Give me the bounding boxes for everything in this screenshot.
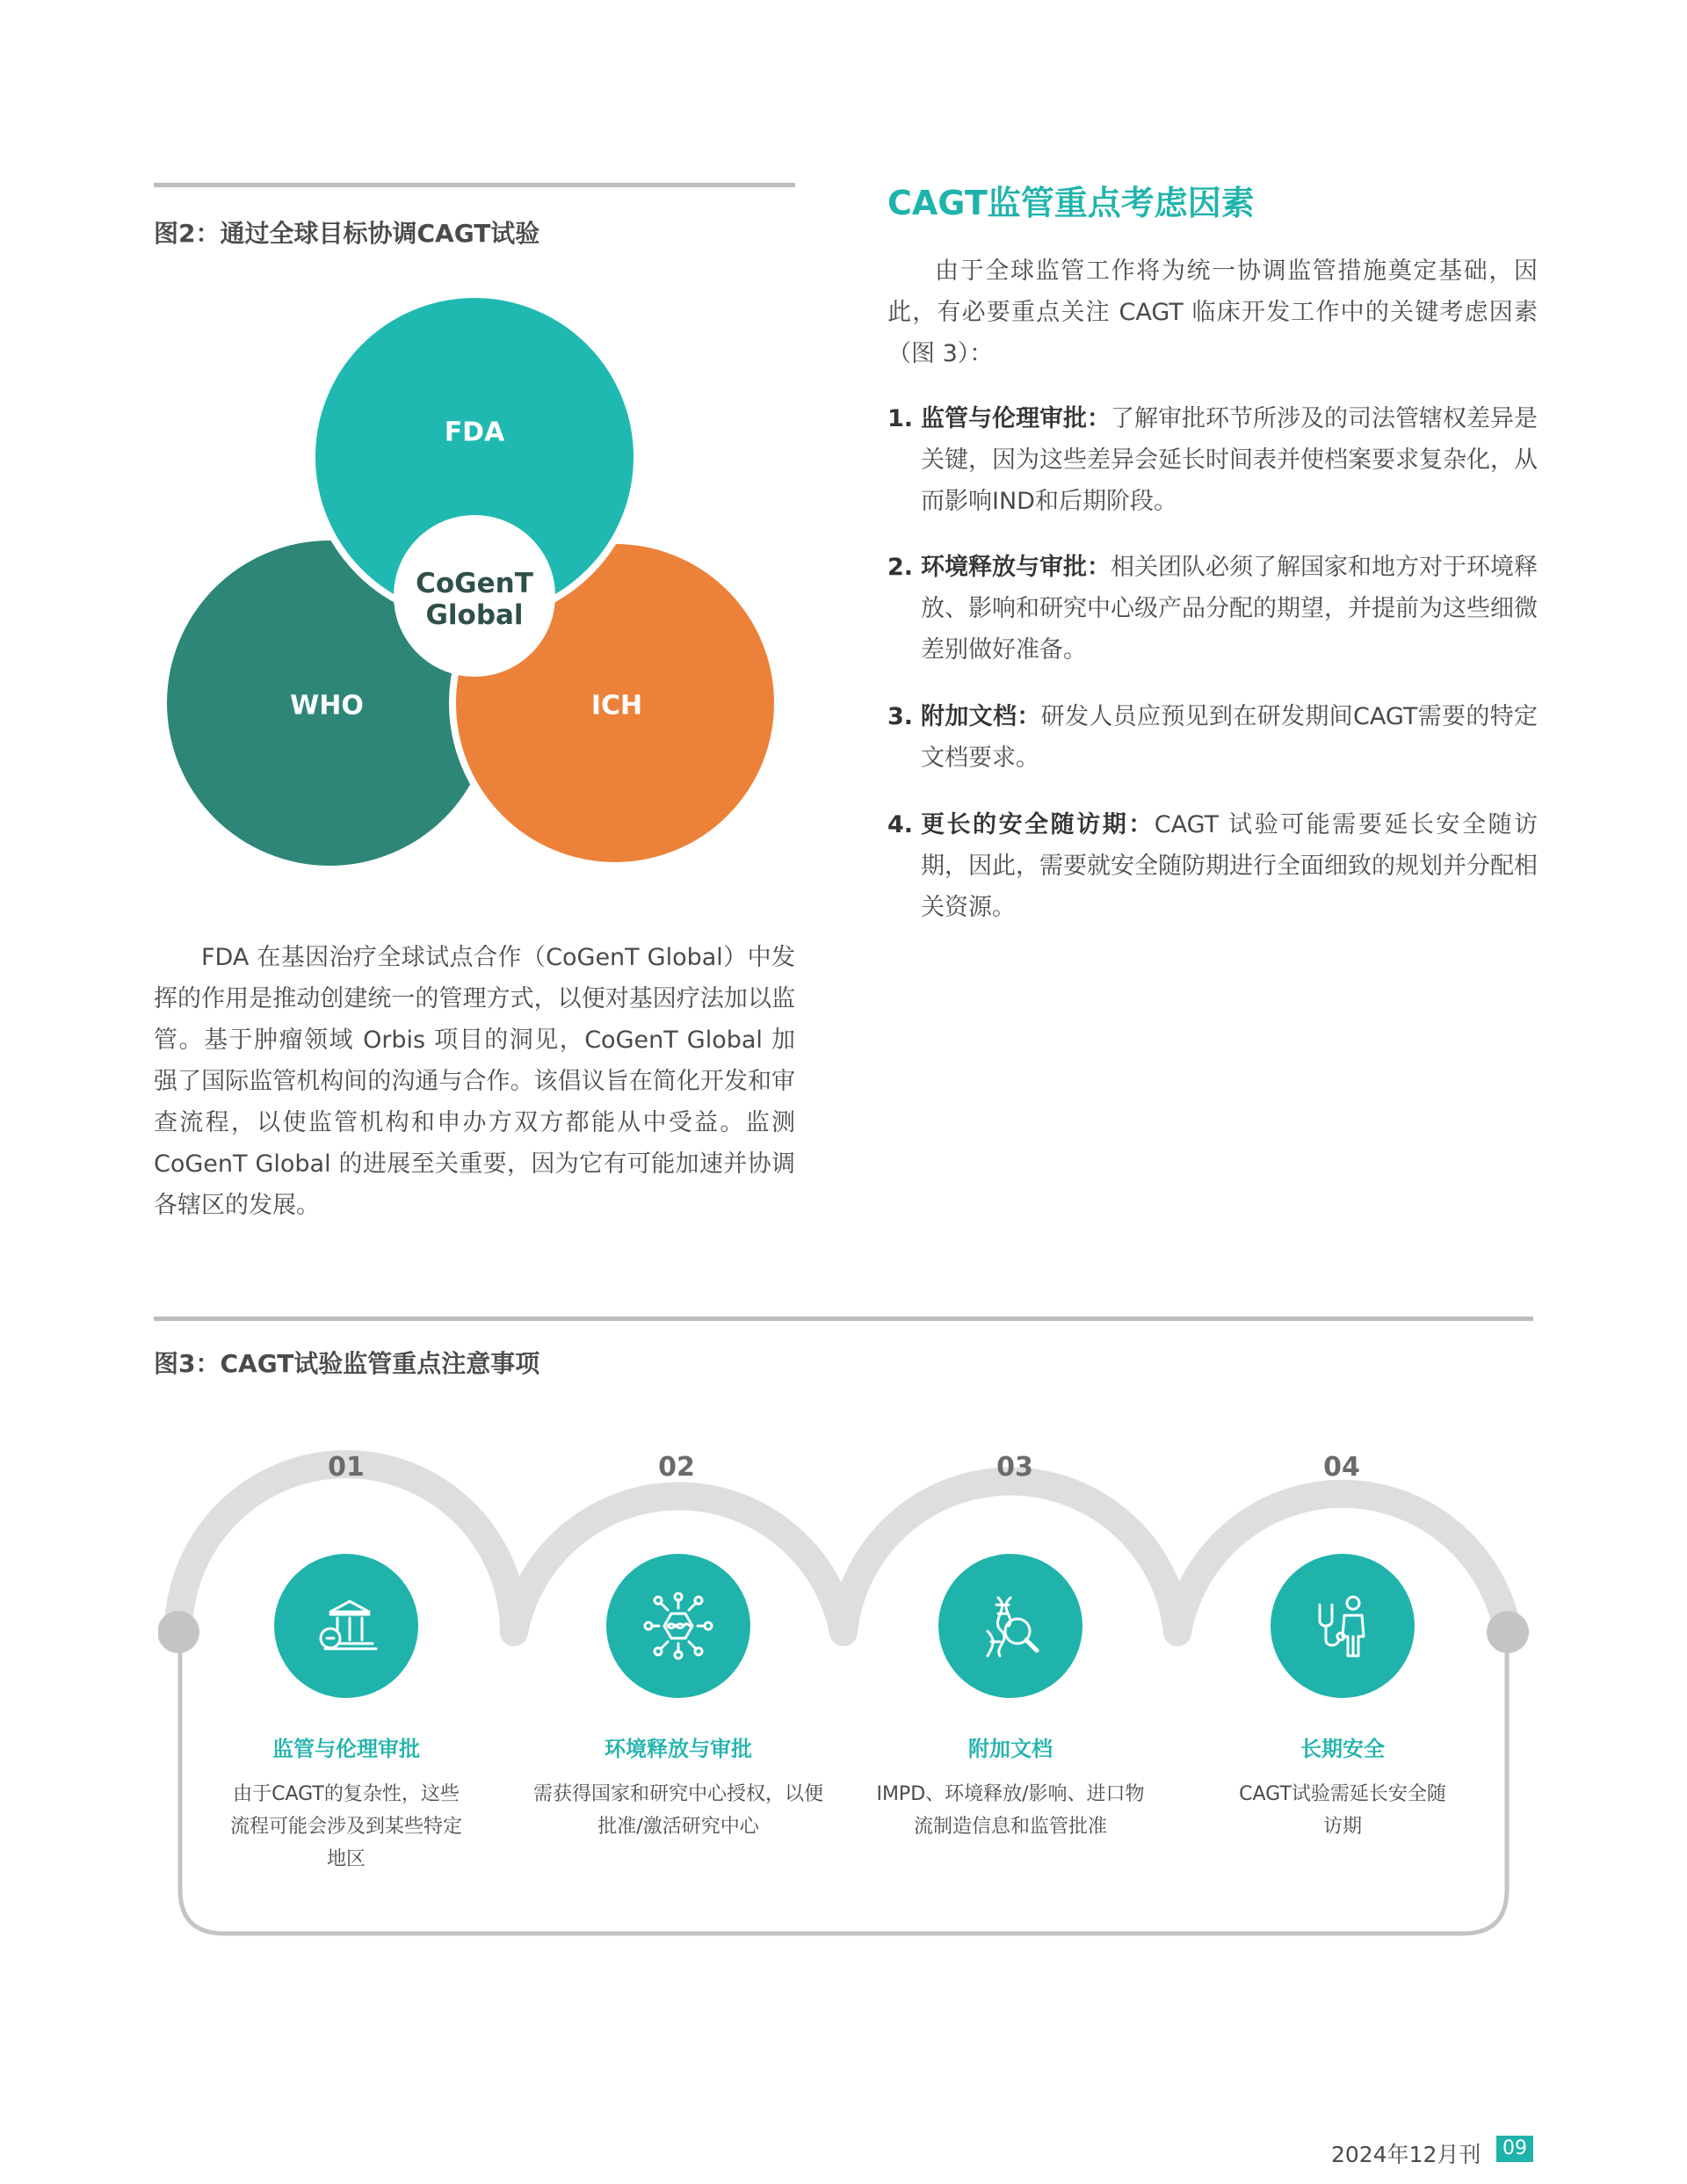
step-desc-04: CAGT试验需延长安全随访期 [1239,1783,1446,1838]
step-title-04: 长期安全 [1300,1737,1385,1761]
list-text: 了解审批环节所涉及的司法管辖权差异是关键，因为这些差异会延长时间表并使档案要求复杂化，从而影响IND和后期阶段。 [921,405,1538,515]
list-number: 2. [887,554,914,581]
list-item-4 [887,804,1538,928]
step-number-01: 01 [328,1452,365,1483]
step-circle-03 [938,1554,1082,1698]
figure3-title: 图3：CAGT试验监管重点注意事项 [154,1349,540,1378]
section-intro: 由于全球监管工作将为统一协调监管措施奠定基础，因此，有必要重点关注 CAGT 临床开发工作中的关键考虑因素（图 3）： [887,258,1538,367]
list-number: 3. [887,703,914,730]
step-circle-02 [606,1554,750,1698]
step-title-02: 环境释放与审批 [605,1737,752,1761]
list-item-1 [887,398,1538,522]
list-item-3 [887,696,1538,779]
figure2-top-rule [154,183,795,187]
venn-label-who: WHO [290,690,364,722]
list-label: 更长的安全随访期： [921,811,1155,838]
figure2-title: 图2：通过全球目标协调CAGT试验 [154,219,540,248]
step-circle-04 [1271,1554,1415,1698]
left-paragraph: FDA 在基因治疗全球试点合作（CoGenT Global）中发挥的作用是推动创建统一的管理方式，以便对基因疗法加以监管。基于肿瘤领域 Orbis 项目的洞见，CoGenT Global 加强了国际监管机构间的沟通与合作。该倡议旨在简化开发和审查流程，以使监管机构和申办方双方都能从中受益。监测 CoGenT Global 的进展至关重要，因为它有可能加速并协调各辖区的发展。 [154,944,795,1219]
venn-center-label [416,568,533,631]
list-label: 环境释放与审批： [921,554,1111,581]
venn-center-line2: Global [425,599,524,631]
figure3-top-rule [154,1317,1533,1321]
list-number: 4. [887,811,914,838]
step-number-03: 03 [996,1452,1033,1483]
list-item-2 [887,547,1538,671]
list-text: CAGT 试验可能需要延长安全随访期，因此，需要就安全随防期进行全面细致的规划并分配相关资源。 [921,811,1538,921]
step-number-04: 04 [1323,1452,1360,1483]
step-number-02: 02 [658,1452,695,1483]
track-right-dot [1487,1611,1529,1653]
doctor-stethoscope-icon [1307,1591,1378,1661]
court-building-icon [311,1591,381,1661]
list-text: 相关团队必须了解国家和地方对于环境释放、影响和研究中心级产品分配的期望，并提前为这些细微差别做好准备。 [921,554,1538,664]
venn-label-ich: ICH [590,690,643,722]
track-left-dot [158,1611,199,1653]
step-circle-01 [274,1554,418,1698]
list-text: 研发人员应预见到在研发期间CAGT需要的特定文档要求。 [921,703,1538,772]
list-label: 监管与伦理审批： [921,405,1111,432]
list-label: 附加文档： [921,703,1041,730]
step-desc-03: IMPD、环境释放/影响、进口物流制造信息和监管批准 [876,1783,1145,1838]
step-desc-01: 由于CAGT的复杂性，这些流程可能会涉及到某些特定地区 [229,1783,462,1870]
step-title-01: 监管与伦理审批 [272,1737,420,1761]
dna-magnifier-icon [975,1591,1046,1661]
step-desc-02: 需获得国家和研究中心授权，以便批准/激活研究中心 [533,1783,824,1838]
molecule-network-icon [641,1589,715,1663]
venn-label-fda: FDA [444,417,505,448]
step-title-03: 附加文档 [968,1737,1053,1761]
page-number-badge: 09 [1496,2136,1533,2162]
list-number: 1. [887,405,914,432]
venn-center-line1: CoGenT [416,568,533,599]
section-title: CAGT监管重点考虑因素 [887,184,1255,222]
footer-issue: 2024年12月刊 [1331,2142,1481,2167]
